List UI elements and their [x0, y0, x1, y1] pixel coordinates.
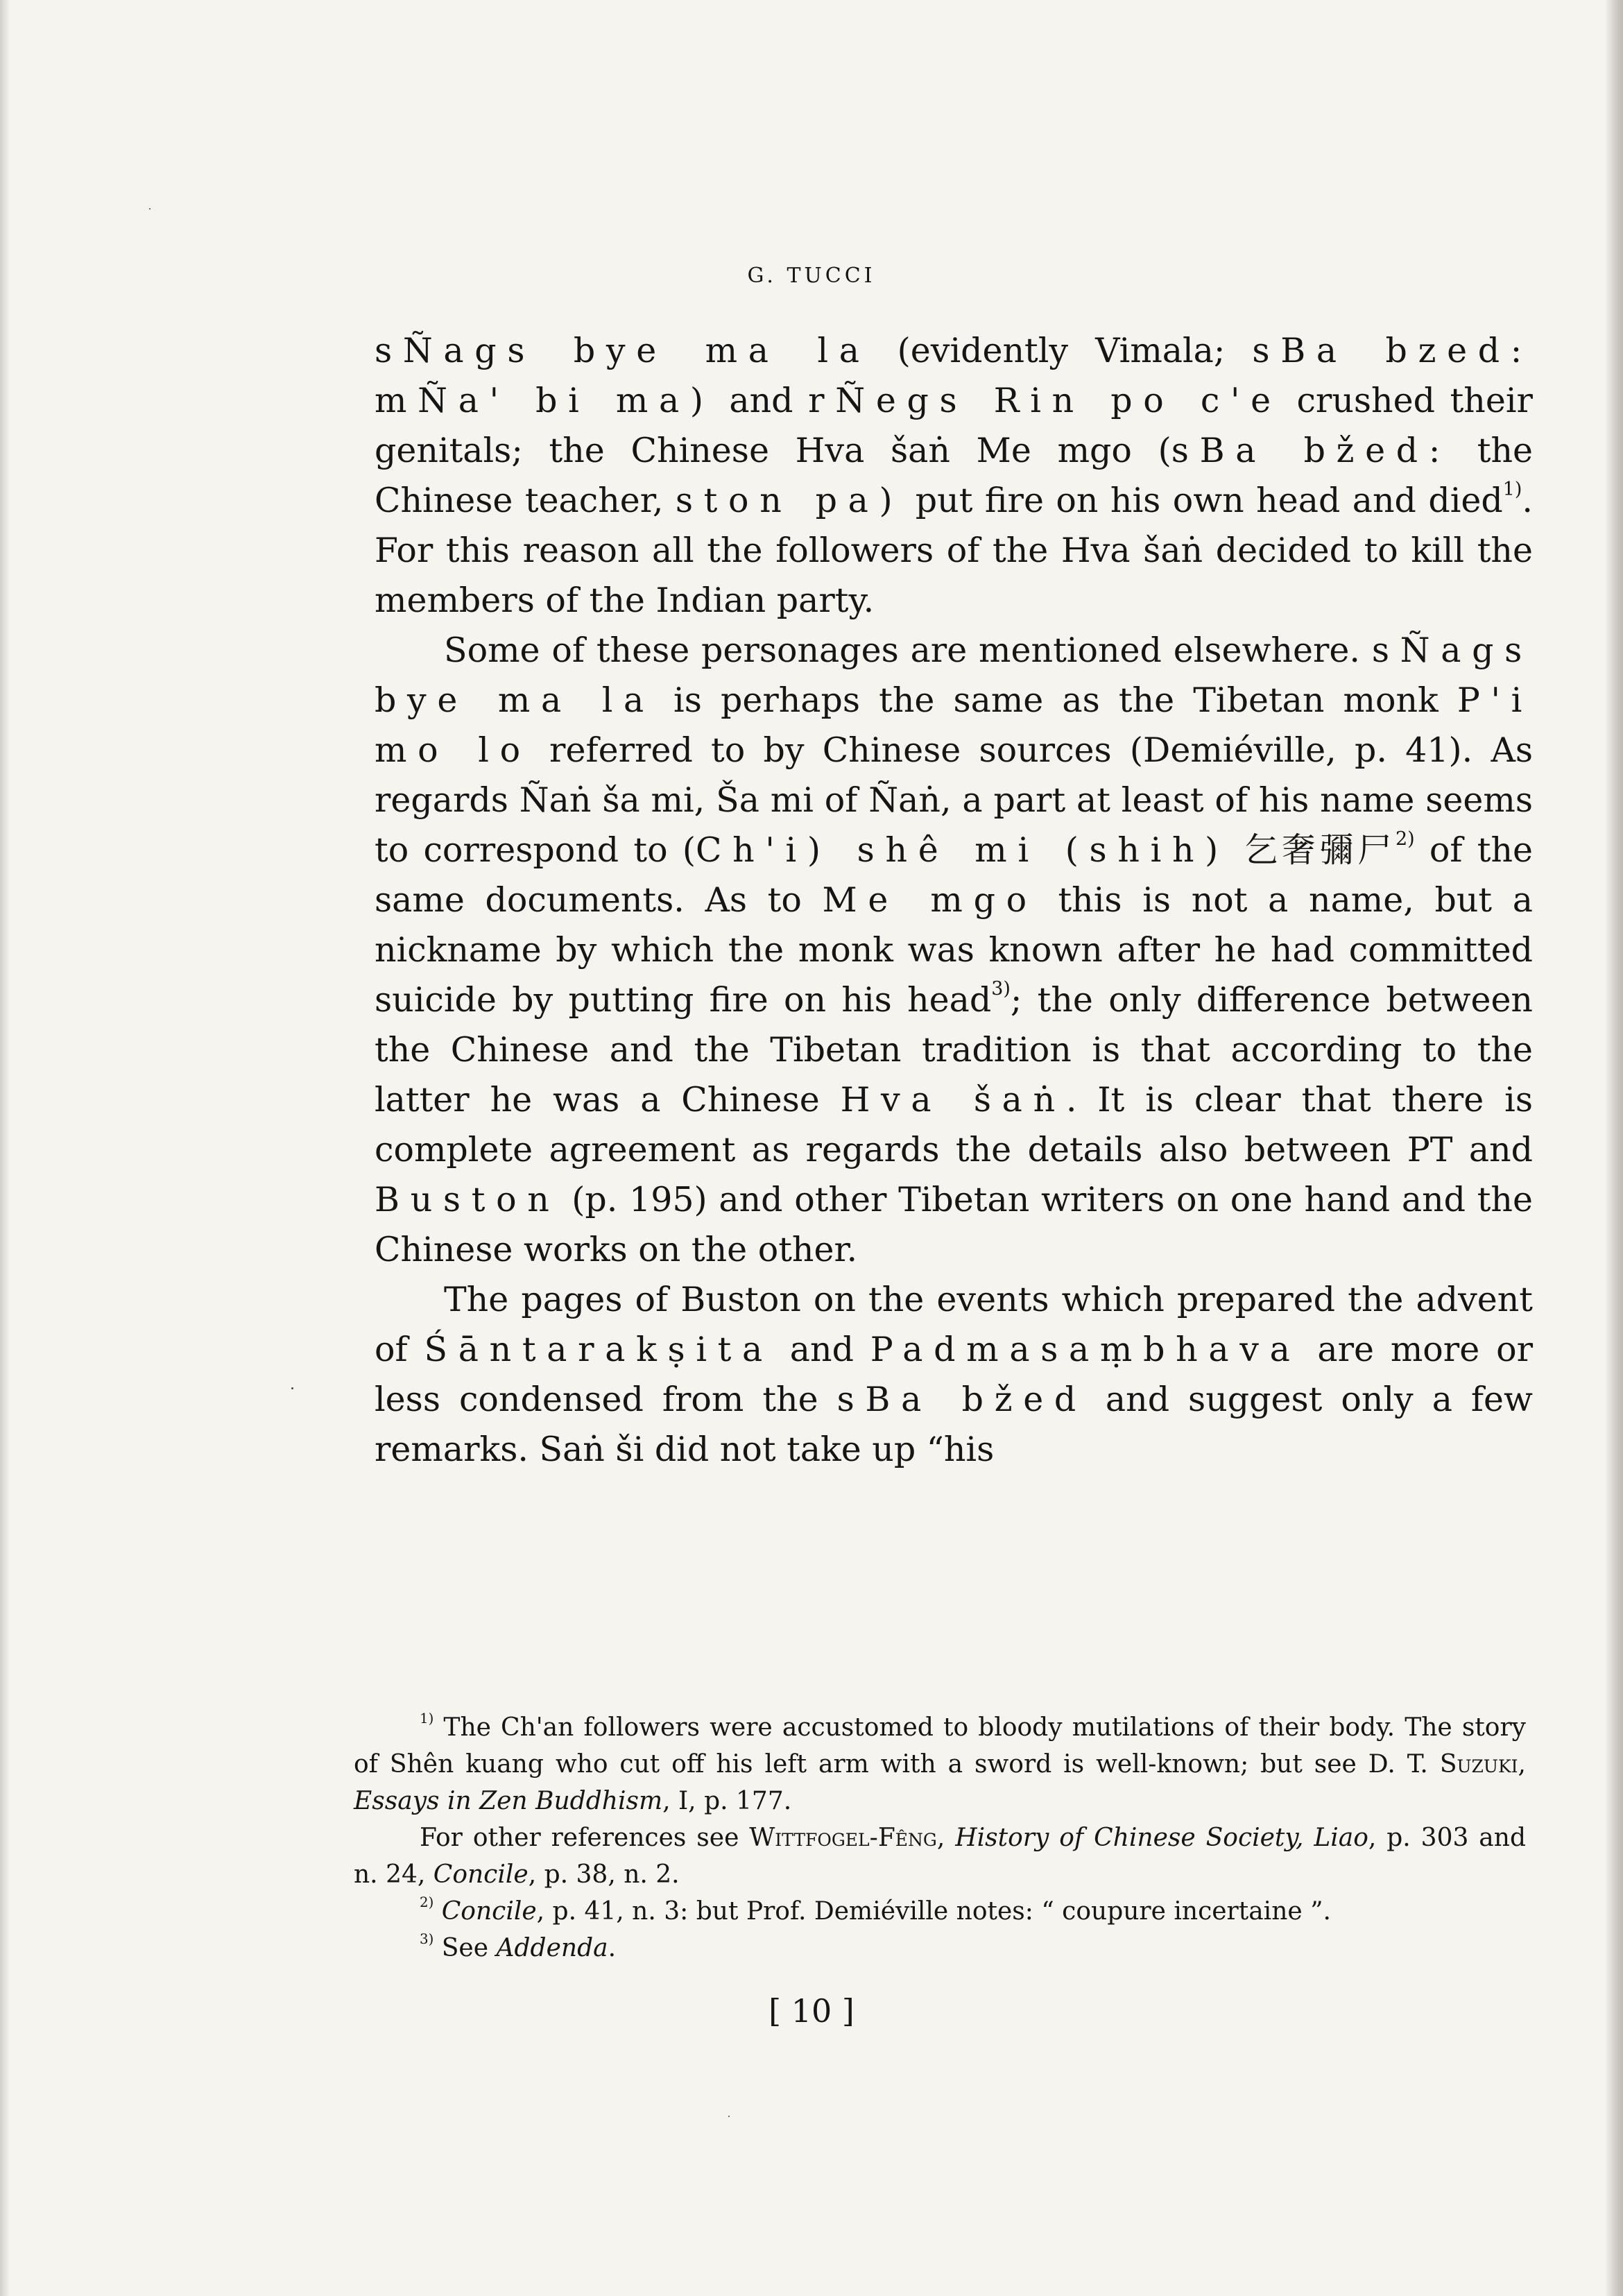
spaced-term: sBa bzed: mÑa' bi ma) [375, 331, 1533, 420]
work-title: Addenda [496, 1934, 608, 1962]
footnote-ref-3: 3) [991, 977, 1011, 1000]
spaced-term: sBa bžed: [1171, 431, 1452, 470]
spaced-term: Ch'i) shê mi (shih) [695, 830, 1229, 870]
spaced-term: Hva šaṅ [840, 1080, 1066, 1120]
footnote-ref-1: 1) [1502, 478, 1522, 500]
main-text [375, 326, 1533, 1475]
footnotes [354, 1709, 1526, 1967]
footnote-1-continued: For other references see Wittfogel-Fêng, History of Chinese Society, Liao, p. 303 and n. 24, Concile, p. 38, n. 2. [354, 1824, 1526, 1889]
spaced-term: Me mgo [822, 880, 1038, 920]
spaced-term: sÑags bye ma la [375, 331, 870, 370]
running-head: G. TUCCI [747, 264, 876, 288]
spaced-term: sÑags bye ma la [375, 631, 1533, 720]
scan-speck [728, 2116, 730, 2117]
scan-speck [291, 1387, 293, 1389]
spaced-term: P'i mo lo [375, 680, 1533, 770]
work-title: Essays in Zen Buddhism [354, 1787, 663, 1815]
work-title: Concile [433, 1860, 529, 1889]
footnote-ref-2: 2) [1395, 828, 1415, 850]
chinese-characters: 乞奢彌尸 [1228, 830, 1396, 870]
footnote-3: $^{3)}$ See Addenda. [420, 1931, 617, 1962]
spaced-term: rÑegs Rin po c'e [808, 381, 1282, 420]
scan-edge-left [0, 0, 10, 2296]
scan-edge-right [1605, 0, 1623, 2296]
spaced-term: Padmasaṃbhava [870, 1330, 1301, 1369]
footnote-mark: 1) [420, 1711, 434, 1727]
footnote-2: $^{2)}$ Concile, p. 41, n. 3: but Prof. Demiéville notes: “ coupure incertaine ”. [420, 1894, 1331, 1926]
paragraph-3: The pages of Buston on the events which prepared the advent of Śāntarakṣita and Padmasaṃbhava are more or less condensed from the sBa bžed and suggest only a few remarks. Saṅ ši did not take up “his [375, 1280, 1533, 1469]
paragraph-1: sÑags bye ma la (evidently Vimala; sBa bzed: mÑa' bi ma) and rÑegs Rin po c'e crushed their genitals; the Chinese Hva šaṅ Me mgo (sBa bžed: the Chinese teacher, ston pa) put fire on his own head and died$^{1)}$. For this reason all the followers of the Hva šaṅ decided to kill the members of the Indian party. [375, 331, 1534, 620]
spaced-term: Buston [375, 1180, 560, 1219]
work-title: Concile [433, 1897, 537, 1926]
spaced-term: ston pa) [675, 481, 904, 520]
author-name: Wittfogel-Fêng [749, 1824, 937, 1852]
spaced-term: sBa bžed [836, 1380, 1087, 1419]
paragraph-2: Some of these personages are mentioned elsewhere. sÑags bye ma la is perhaps the same as the Tibetan monk P'i mo lo referred to by Chinese sources (Demiéville, p. 41). As regards Ñaṅ ša mi, Ša mi of Ñaṅ, a part at least of his name seems to correspond to (Ch'i) shê mi (shih) 乞奢彌尸$^{2)}$ of the same documents. As to Me mgo this is not a name, but a nickname by which the monk was known after he had committed suicide by putting fire on his head$^{3)}$; the only difference between the Chinese and the Tibetan tradition is that according to the latter he was a Chinese Hva šaṅ. It is clear that there is complete agreement as regards the details also between PT and Buston (p. 195) and other Tibetan writers on one hand and the Chinese works on the other. [375, 631, 1534, 1269]
work-title: History of Chinese Society, Liao [955, 1824, 1368, 1852]
page-number: [ 10 ] [768, 1992, 855, 2030]
footnote-1: $^{1)}$ The Ch'an followers were accustomed to bloody mutilations of their body. The story of Shên kuang who cut off his left arm with a sword is well-known; but see D. T. Suzuki, Essays in Zen Buddhism, I, p. 177. [354, 1711, 1526, 1815]
spaced-term: Śāntarakṣita [424, 1330, 773, 1369]
scan-speck [149, 208, 151, 209]
footnote-mark: 2) [420, 1894, 434, 1911]
author-name: Suzuki [1439, 1750, 1518, 1779]
footnote-mark: 3) [420, 1931, 434, 1948]
